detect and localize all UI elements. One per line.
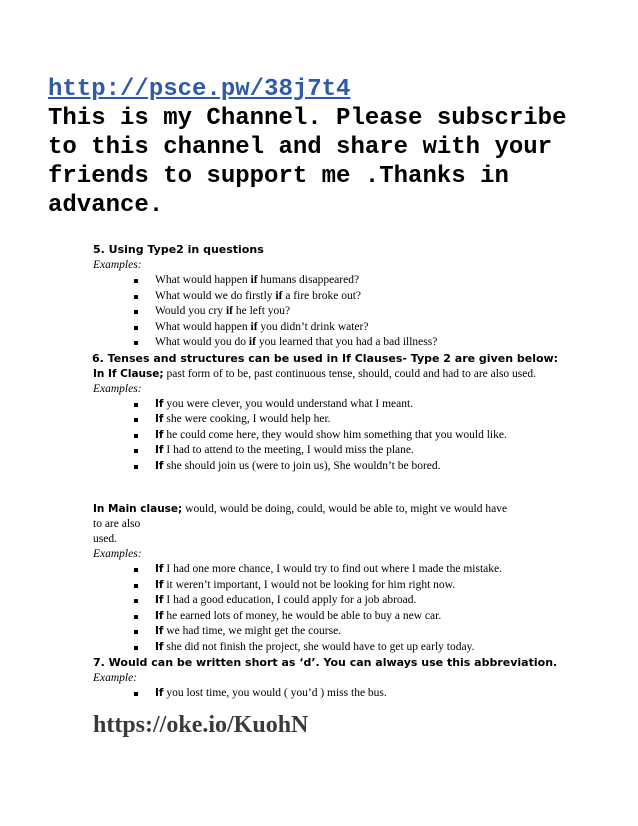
- list-item: If I had a good education, I could apply for a job abroad.: [131, 593, 543, 609]
- promo-line: friends to support me .Thanks in: [48, 163, 509, 190]
- list-item: If I had one more chance, I would try to find out where I made the mistake.: [131, 562, 543, 578]
- list-item: If it weren’t important, I would not be looking for him right now.: [131, 578, 543, 594]
- section5-list: [93, 273, 543, 351]
- section6-title: 6. Tenses and structures can be used in If Clauses- Type 2 are given below:: [92, 351, 559, 365]
- section7-list: [93, 686, 543, 702]
- section6-examples-label: Examples:: [93, 382, 142, 395]
- list-item: If she did not finish the project, she would have to get up early today.: [131, 640, 543, 656]
- list-item: What would happen if you didn’t drink water?: [131, 320, 543, 336]
- section6-list-2: [93, 562, 543, 655]
- promo-text: [48, 104, 608, 220]
- list-item: If he earned lots of money, he would be able to buy a new car.: [131, 609, 543, 625]
- promo-line: This is my Channel. Please subscribe: [48, 105, 567, 132]
- list-item: If she were cooking, I would help her.: [131, 412, 543, 428]
- list-item: If she should join us (were to join us), She wouldn’t be bored.: [131, 459, 543, 475]
- section7-example-label: Example:: [93, 672, 138, 684]
- list-item: If you lost time, you would ( you’d ) miss the bus.: [131, 686, 543, 702]
- section7-title: 7. Would can be written short as ‘d’. You can always use this abbreviation.: [93, 656, 558, 669]
- list-item: If I had to attend to the meeting, I would miss the plane.: [131, 443, 543, 459]
- main-clause-paragraph: In Main clause; would, would be doing, could, would be able to, might ve would have to are also used.: [93, 503, 508, 545]
- list-item: If you were clever, you would understand what I meant.: [131, 397, 543, 413]
- list-item: What would we do firstly if a fire broke out?: [131, 289, 543, 305]
- if-clause-paragraph: In If Clause; past form of to be, past continuous tense, should, could and had to are also used.: [93, 367, 537, 380]
- list-item: If he could come here, they would show him something that you would like.: [131, 428, 543, 444]
- list-item: If we had time, we might get the course.: [131, 624, 543, 640]
- promo-line: to this channel and share with your: [48, 134, 553, 161]
- section5-title: 5. Using Type2 in questions: [93, 243, 264, 256]
- footer-link[interactable]: https://oke.io/KuohN: [93, 712, 309, 738]
- section6-list: [93, 397, 543, 475]
- section5-examples-label: Examples:: [93, 259, 142, 271]
- promo-line: advance.: [48, 192, 164, 219]
- list-item: What would happen if humans disappeared?: [131, 273, 543, 289]
- main-clause-lead: In Main clause;: [93, 503, 183, 515]
- list-item: What would you do if you learned that you had a bad illness?: [131, 335, 543, 351]
- if-clause-lead: In If Clause;: [93, 367, 164, 380]
- section6-examples-label-2: Examples:: [93, 548, 142, 560]
- lesson-content: [92, 242, 559, 702]
- channel-link[interactable]: http://psce.pw/38j7t4: [48, 76, 351, 103]
- list-item: Would you cry if he left you?: [131, 304, 543, 320]
